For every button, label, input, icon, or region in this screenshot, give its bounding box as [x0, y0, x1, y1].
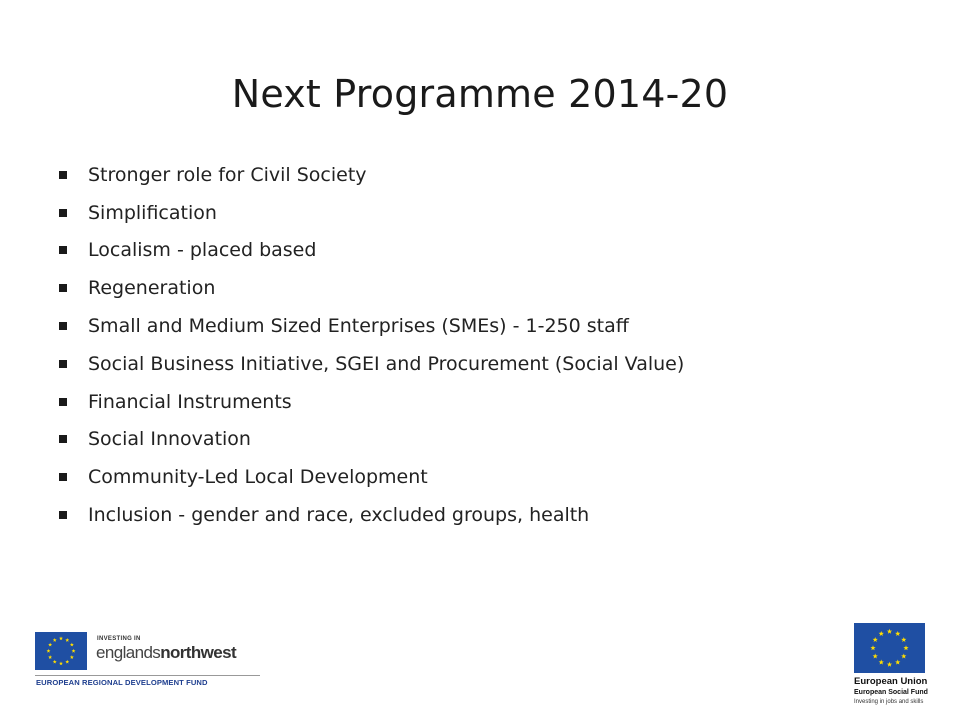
square-bullet-icon [59, 246, 67, 254]
square-bullet-icon [59, 284, 67, 292]
bullet-text: Community-Led Local Development [88, 466, 428, 489]
eu-star-icon [53, 638, 57, 642]
region-wordmark-bold: northwest [160, 643, 237, 662]
esf-fund-name: European Social Fund [854, 689, 928, 696]
investing-in-label: INVESTING IN [97, 636, 141, 642]
eu-star-icon [901, 654, 906, 659]
eu-star-icon [53, 660, 57, 664]
eu-stars-icon [854, 623, 925, 673]
eu-star-icon [887, 629, 892, 634]
eu-flag-icon [854, 623, 925, 673]
bullet-item [56, 232, 916, 270]
eu-star-icon [59, 636, 63, 640]
eu-star-icon [903, 645, 908, 650]
bullet-text: Stronger role for Civil Society [88, 163, 367, 186]
square-bullet-icon [59, 209, 67, 217]
bullet-text: Inclusion - gender and race, excluded groups, health [88, 504, 590, 527]
eu-star-icon [895, 631, 900, 636]
square-bullet-icon [59, 511, 67, 519]
bullet-item [56, 269, 916, 307]
esf-logo [850, 623, 930, 713]
square-bullet-icon [59, 398, 67, 406]
bullet-text: Small and Medium Sized Enterprises (SMEs) - 1-250 staff [88, 315, 629, 338]
eu-star-icon [48, 655, 52, 659]
eu-star-icon [59, 661, 63, 665]
bullet-text: Social Innovation [88, 428, 251, 451]
region-wordmark [96, 643, 236, 663]
square-bullet-icon [59, 171, 67, 179]
bullet-item [56, 156, 916, 194]
eu-flag-icon [35, 632, 87, 670]
european-union-label: European Union [854, 676, 928, 687]
logo-divider [35, 675, 260, 676]
eu-star-icon [48, 643, 52, 647]
esf-tagline: Investing in jobs and skills [854, 699, 924, 705]
erdf-fund-name: EUROPEAN REGIONAL DEVELOPMENT FUND [36, 678, 208, 687]
eu-star-icon [879, 631, 884, 636]
bullet-item [56, 307, 916, 345]
eu-star-icon [873, 654, 878, 659]
bullet-item [56, 383, 916, 421]
bullet-item [56, 194, 916, 232]
bullet-text: Social Business Initiative, SGEI and Procurement (Social Value) [88, 352, 685, 375]
eu-star-icon [887, 662, 892, 667]
bullet-item [56, 458, 916, 496]
erdf-logo [30, 630, 260, 688]
eu-stars-icon [35, 632, 87, 670]
square-bullet-icon [59, 473, 67, 481]
bullet-item [56, 496, 916, 534]
bullet-text: Simplification [88, 201, 217, 224]
region-wordmark-light: englands [96, 643, 161, 662]
slide-title: Next Programme 2014-20 [231, 72, 729, 116]
eu-star-icon [70, 643, 74, 647]
bullet-list [56, 156, 916, 534]
bullet-item [56, 345, 916, 383]
eu-star-icon [901, 637, 906, 642]
bullet-text: Regeneration [88, 277, 216, 300]
eu-star-icon [895, 660, 900, 665]
eu-star-icon [879, 660, 884, 665]
eu-star-icon [873, 637, 878, 642]
square-bullet-icon [59, 360, 67, 368]
bullet-text: Localism - placed based [88, 239, 317, 262]
eu-star-icon [70, 655, 74, 659]
eu-star-icon [46, 649, 50, 653]
square-bullet-icon [59, 322, 67, 330]
eu-star-icon [65, 638, 69, 642]
bullet-text: Financial Instruments [88, 390, 292, 413]
bullet-item [56, 421, 916, 459]
square-bullet-icon [59, 435, 67, 443]
eu-star-icon [72, 649, 76, 653]
eu-star-icon [65, 660, 69, 664]
eu-star-icon [870, 645, 875, 650]
